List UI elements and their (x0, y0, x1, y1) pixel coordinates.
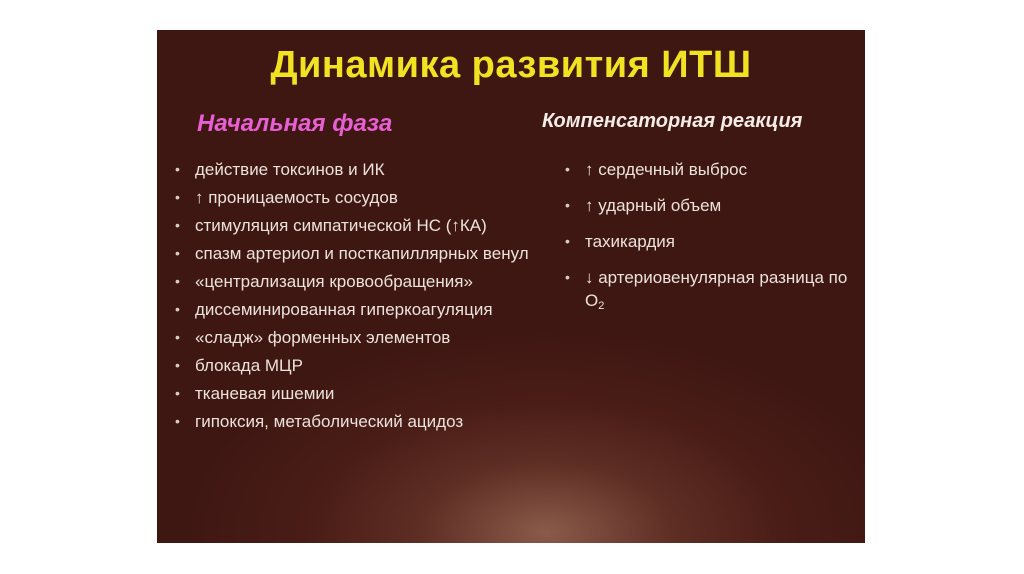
compensatory-reaction-heading: Компенсаторная реакция (542, 110, 803, 132)
list-item: • стимуляция симпатической НС (↑КА) (169, 214, 549, 237)
list-item: • гипоксия, метаболический ацидоз (169, 410, 549, 433)
list-item (559, 266, 859, 318)
list-item: • «централизация кровообращения» (169, 270, 549, 293)
list-item: • спазм артериол и посткапиллярных венул (169, 242, 549, 265)
list-item: • «сладж» форменных элементов (169, 326, 549, 349)
list-item-text: ↓ артериовенулярная разница по О (585, 268, 848, 310)
list-item: • ↑ ударный объем (559, 194, 859, 217)
list-item: • тканевая ишемии (169, 382, 549, 405)
list-item: • ↑ сердечный выброс (559, 158, 859, 181)
slide-title: Динамика развития ИТШ (270, 44, 752, 86)
list-item: • диссеминированная гиперкоагуляция (169, 298, 549, 321)
list-item: • тахикардия (559, 230, 859, 253)
list-item: • блокада МЦР (169, 354, 549, 377)
list-item: • действие токсинов и ИК (169, 158, 549, 181)
subscript: 2 (598, 300, 605, 312)
list-item: • ↑ проницаемость сосудов (169, 186, 549, 209)
presentation-slide (157, 30, 865, 543)
initial-phase-list (169, 158, 549, 438)
initial-phase-heading: Начальная фаза (197, 110, 393, 137)
compensatory-reaction-list (559, 158, 859, 331)
